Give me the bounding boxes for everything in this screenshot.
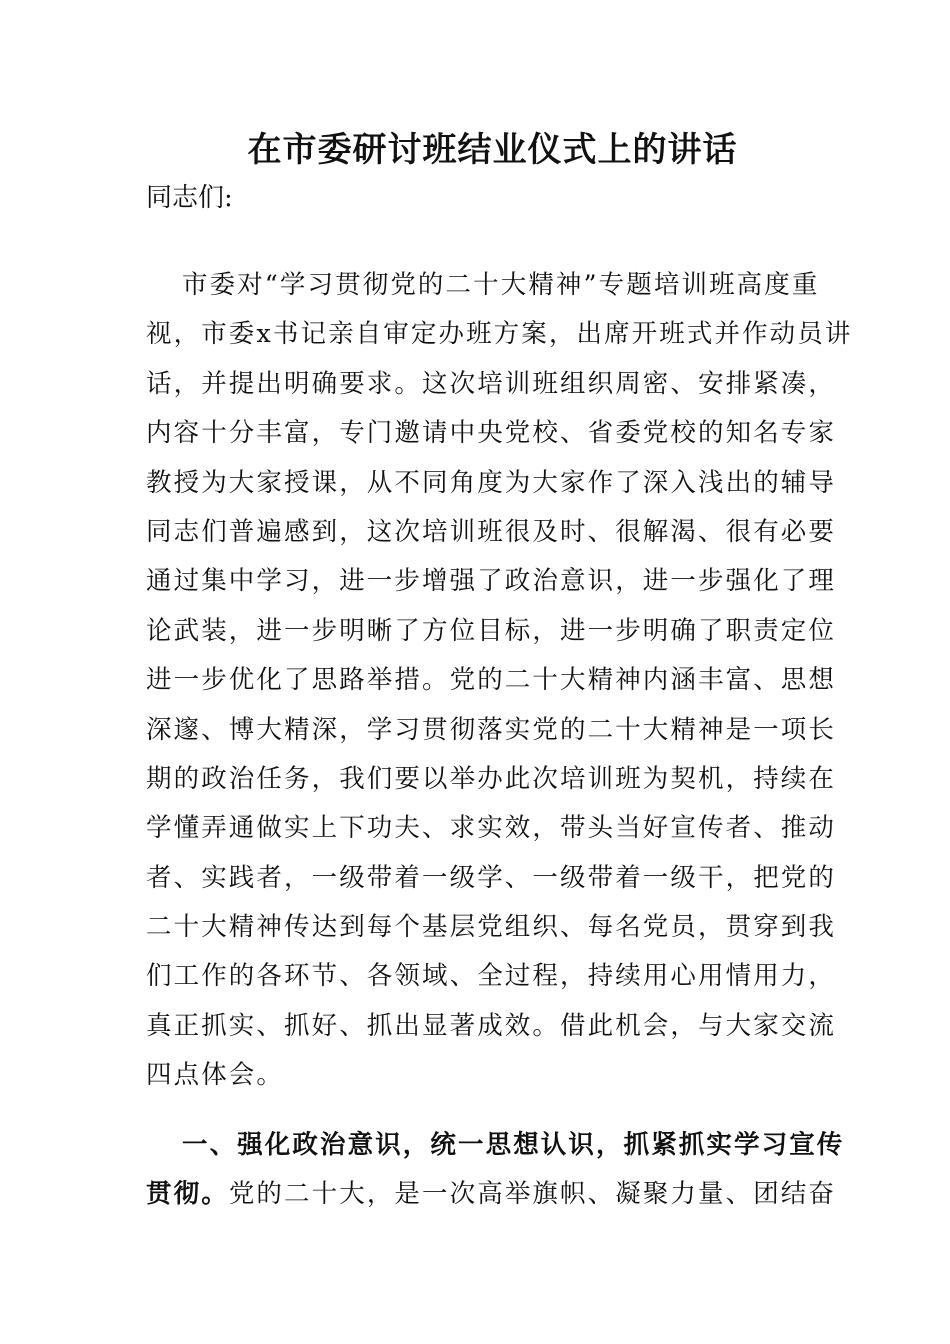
section-heading-end: 贯彻。: [146, 1179, 229, 1210]
paragraph-line: 论武装，进一步明晰了方位目标，进一步明确了职责定位: [146, 615, 837, 646]
section-heading: 一、强化政治意识，统一思想认识，抓紧抓实学习宣传: [182, 1130, 845, 1160]
paragraph-line: 市委对“学习贯彻党的二十大精神”专题培训班高度重: [182, 270, 820, 300]
paragraph-line: 四点体会。: [146, 1060, 285, 1091]
section-1: [146, 1125, 845, 1224]
paragraph-line: 视，市委x书记亲自审定办班方案，出席开班式并作动员讲: [146, 319, 853, 350]
paragraph-line: 教授为大家授课，从不同角度为大家作了深入浅出的辅导: [146, 467, 837, 498]
paragraph-line: 话，并提出明确要求。这次培训班组织周密、安排紧凑，: [146, 368, 837, 399]
document-title: 在市委研讨班结业仪式上的讲话: [247, 130, 738, 170]
paragraph-line: 进一步优化了思路举措。党的二十大精神内涵丰富、思想: [146, 665, 837, 696]
paragraph-line: 二十大精神传达到每个基层党组织、每名党员，贯穿到我: [146, 912, 837, 943]
paragraph-1: [146, 265, 853, 1105]
paragraph-line: 通过集中学习，进一步增强了政治意识，进一步强化了理: [146, 566, 837, 597]
paragraph-line: 者、实践者，一级带着一级学、一级带着一级干，把党的: [146, 862, 837, 893]
paragraph-line: 深邃、博大精深，学习贯彻落实党的二十大精神是一项长: [146, 714, 837, 745]
paragraph-line: 同志们普遍感到，这次培训班很及时、很解渴、很有必要: [146, 516, 837, 547]
section-line: [146, 1174, 837, 1223]
paragraph-line: 内容十分丰富，专门邀请中央党校、省委党校的知名专家: [146, 418, 837, 449]
section-text: 党的二十大，是一次高举旗帜、凝聚力量、团结奋: [228, 1179, 837, 1210]
salutation: 同志们:: [146, 183, 233, 213]
paragraph-line: 真正抓实、抓好、抓出显著成效。借此机会，与大家交流: [146, 1010, 837, 1041]
paragraph-line: 学懂弄通做实上下功夫、求实效，带头当好宣传者、推动: [146, 813, 837, 844]
paragraph-line: 们工作的各环节、各领域、全过程，持续用心用情用力，: [146, 961, 837, 992]
paragraph-line: 期的政治任务，我们要以举办此次培训班为契机，持续在: [146, 763, 837, 794]
